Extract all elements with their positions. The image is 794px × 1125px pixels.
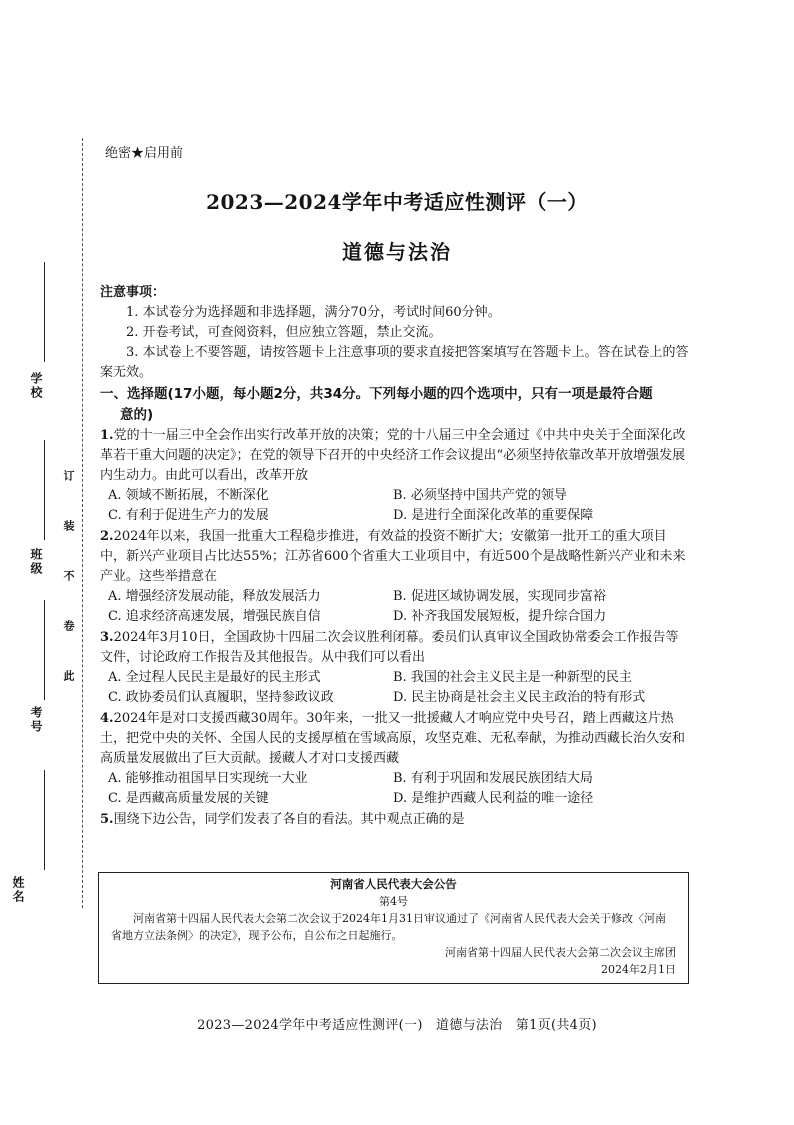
page-footer: 2023—2024学年中考适应性测评(一) 道德与法治 第1页(共4页) [197,1018,597,1033]
secrecy-label: 绝密★启用前 [105,146,184,161]
section-heading: 一、选择题(17小题，每小题2分，共34分。下列每小题的四个选项中，只有一项是最符合题 [100,386,653,402]
question-3-options [108,668,690,708]
option-b: B. 促进区域协调发展，实现同步富裕 [393,589,606,604]
question-number: 4. [100,711,114,726]
exam-content [100,283,690,830]
option-c: C. 追求经济高速发展，增强民族自信 [108,609,321,624]
option-d: D. 民主协商是社会主义民主政治的特有形式 [393,690,646,705]
question-2-options [108,587,690,627]
option-a: A. 全过程人民民主是最好的民主形式 [108,670,321,685]
question-stem: 2024年以来，我国一批重大工程稳步推进，有效益的投资不断扩大；安徽第一批开工的重大项目中，新兴产业项目占比达55%；江苏省600个省重大工业项目中，有近500个是战略性新兴产业和未来产业。这些举措意在 [100,529,686,584]
question-3 [100,628,690,668]
bulletin-title: 河南省人民代表大会公告 [330,877,457,891]
seal-char-5: 此 [62,670,75,681]
exam-number-label: 考号 [29,706,43,734]
seal-char-4: 卷 [62,620,75,631]
option-c: C. 政协委员们认真履职，坚持参政议政 [108,690,334,705]
notice-item: 1. 本试卷分为选择题和非选择题，满分70分，考试时间60分钟。 [126,305,501,320]
question-1 [100,426,690,486]
subject-title: 道德与法治 [342,240,452,264]
option-a: A. 能够推动祖国早日实现统一大业 [108,771,308,786]
exam-title: 2023—2024学年中考适应性测评（一） [206,190,588,214]
bulletin-signer: 河南省第十四届人民代表大会第二次会议主席团 [445,946,676,959]
bulletin-number: 第4号 [379,895,408,908]
option-d: D. 补齐我国发展短板，提升综合国力 [393,609,607,624]
question-number: 2. [100,529,114,544]
question-number: 5. [100,812,114,827]
school-answer-line [44,262,45,362]
question-number: 1. [100,428,114,443]
question-1-options [108,486,690,526]
option-d: D. 是维护西藏人民利益的唯一途径 [393,791,594,806]
option-c: C. 是西藏高质量发展的关键 [108,791,269,806]
seal-char-1: 订 [62,470,75,481]
question-stem: 2024年3月10日，全国政协十四届二次会议胜利闭幕。委员们认真审议全国政协常委会工作报告等文件，讨论政府工作报告及其他报告。从中我们可以看出 [100,630,679,665]
option-a: A. 增强经济发展动能，释放发展活力 [108,589,321,604]
question-5 [100,810,690,830]
question-4 [100,709,690,769]
option-a: A. 领域不断拓展，不断深化 [108,488,269,503]
question-2 [100,527,690,587]
option-c: C. 有利于促进生产力的发展 [108,508,269,523]
notice-item: 2. 开卷考试，可查阅资料，但应独立答题，禁止交流。 [126,325,442,340]
notice-heading: 注意事项： [100,285,166,300]
option-b: B. 必须坚持中国共产党的领导 [393,488,567,503]
bulletin-date: 2024年2月1日 [601,963,676,976]
option-d: D. 是进行全面深化改革的重要保障 [393,508,594,523]
seal-char-3: 不 [62,570,75,581]
question-stem: 党的十一届三中全会作出实行改革开放的决策；党的十八届三中全会通过《中共中央关于全面深化改革若干重大问题的决定》；在党的领导下召开的中央经济工作会议提出“必须坚持依靠改革开放增强发展内生动力。由此可以看出，改革开放 [100,428,686,483]
notice-item: 3. 本试卷上不要答题，请按答题卡上注意事项的要求直接把答案填写在答题卡上。答在试卷上的答案无效。 [100,345,689,380]
name-answer-line [44,770,45,870]
class-label: 班级 [29,548,43,576]
school-label: 学校 [29,372,43,400]
name-label: 姓名 [11,876,25,904]
class-answer-line [44,440,45,540]
section-heading-cont: 意的) [120,407,154,423]
option-b: B. 我国的社会主义民主是一种新型的民主 [393,670,632,685]
question-stem: 2024年是对口支援西藏30周年。30年来，一批又一批援藏人才响应党中央号召，踏上西藏这片热土，把党中央的关怀、全国人民的支援厚植在雪域高原，攻坚克难、无私奉献，为推动西藏长治久安和高质量发展做出了巨大贡献。援藏人才对口支援西藏 [100,711,686,766]
exam-number-answer-line [44,600,45,700]
question-4-options [108,769,690,809]
seal-char-2: 装 [62,520,75,531]
bulletin-box [98,872,689,984]
question-number: 3. [100,630,114,645]
question-stem: 围绕下边公告，同学们发表了各自的看法。其中观点正确的是 [113,812,465,827]
option-b: B. 有利于巩固和发展民族团结大局 [393,771,593,786]
bulletin-body: 河南省第十四届人民代表大会第二次会议于2024年1月31日审议通过了《河南省人民代表大会关于修改〈河南省地方立法条例〉的决定》，现予公布，自公布之日起施行。 [111,912,666,942]
